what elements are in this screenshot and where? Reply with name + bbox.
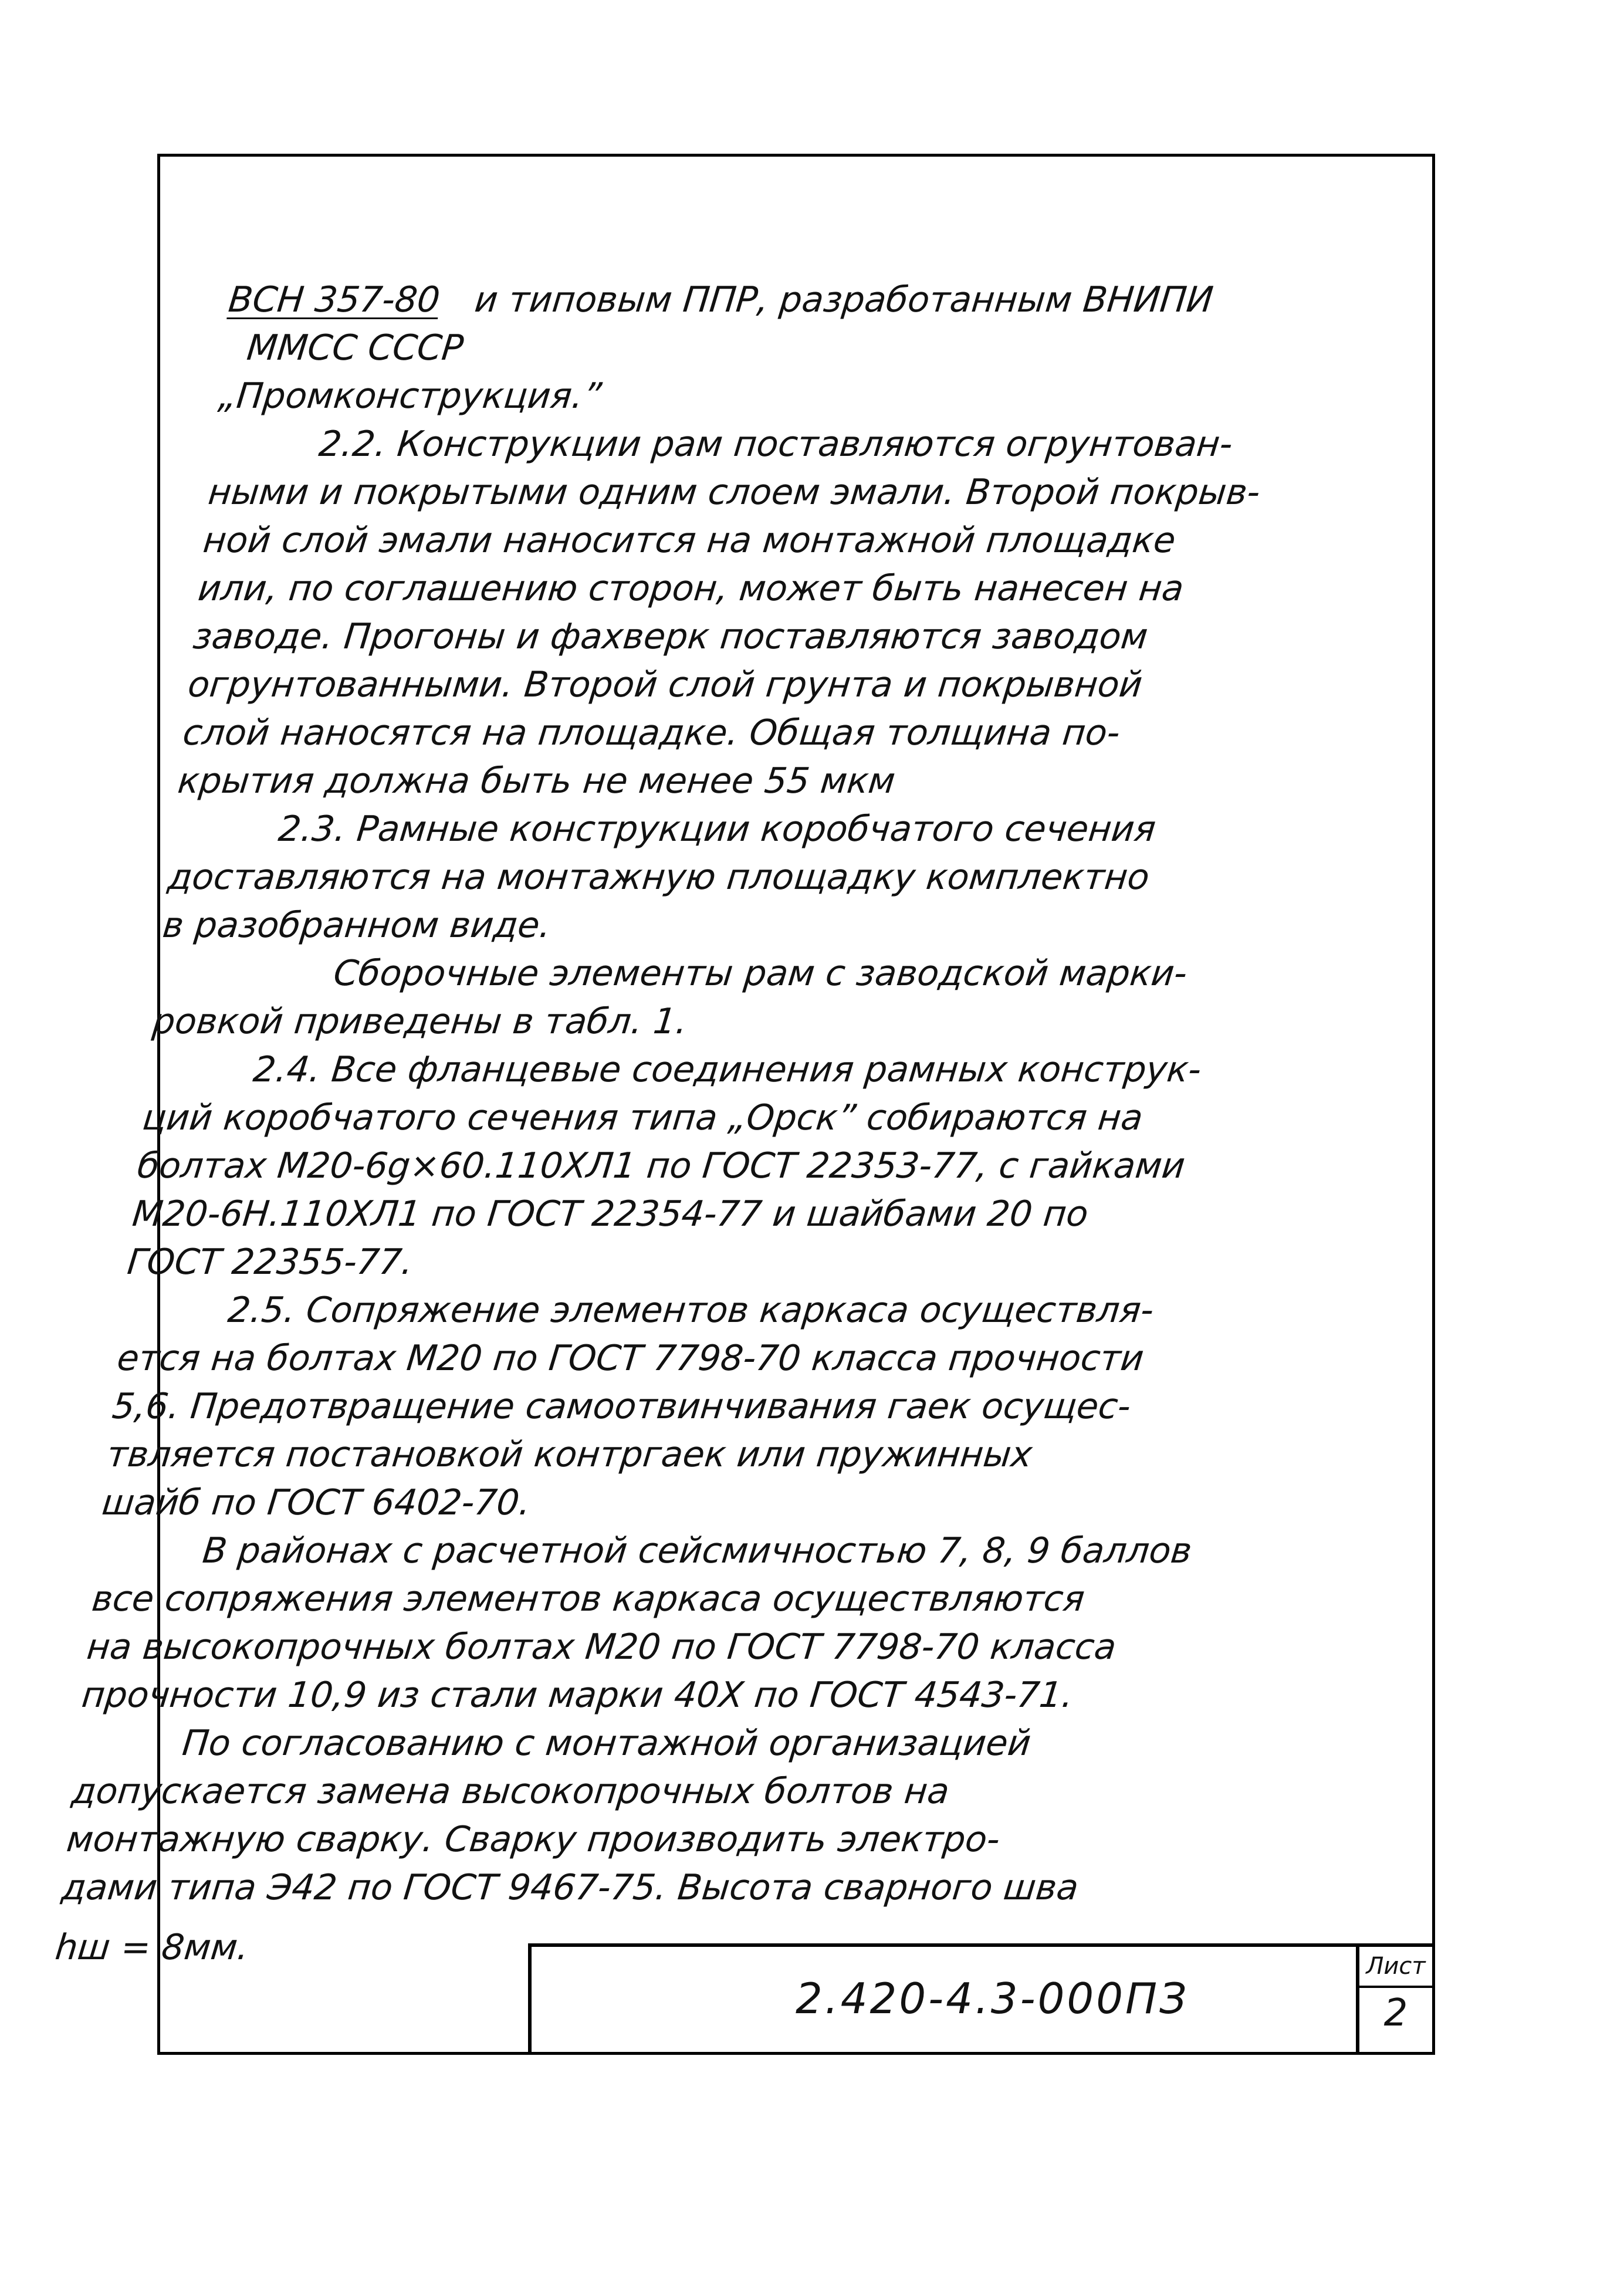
text-line: слой наносятся на площадке. Общая толщина по- [181,712,1122,753]
paragraph-2-5: 2.5. Сопряжение элементов каркаса осуществля- [226,1290,1156,1331]
text-line: ВСН 357-80 и типовым ППР, разработанным ВНИПИ [226,279,1216,320]
sheet-number-cell [1356,1947,1432,2052]
document-code: 2.420-4.3-000ПЗ [796,1974,1189,2023]
text-line: крытия должна быть не менее 55 мкм [175,760,898,802]
text-line: твляется постановкой контргаек или пружинных [105,1434,1034,1475]
text-line: доставляются на монтажную площадку комплектно [165,857,1152,898]
text-line: дами типа Э42 по ГОСТ 9467-75. Высота сварного шва [59,1867,1081,1908]
paragraph-2-4: 2.4. Все фланцевые соединения рамных конструк- [251,1049,1203,1090]
text-line: 5,6. Предотвращение самоотвинчивания гаек осущес- [110,1386,1133,1427]
text-line: на высокопрочных болтах М20 по ГОСТ 7798-70 класса [84,1627,1118,1668]
document-body [53,276,1393,1972]
paragraph-2-2: 2.2. Конструкции рам поставляются огрунтован- [317,424,1235,465]
text-line: допускается замена высокопрочных болтов на [69,1771,952,1812]
text-line: ровкой приведены в табл. 1. [150,1001,689,1042]
text-line: болтах М20-6g×60.110ХЛ1 по ГОСТ 22353-77, с гайками [135,1145,1187,1186]
text-line: ций коробчатого сечения типа „Орск” собираются на [140,1097,1145,1138]
title-block [528,1943,1432,2052]
text-line: hш = 8мм. [53,1927,251,1968]
text-line: заводе. Прогоны и фахверк поставляются заводом [191,616,1150,657]
text-line: ной слой эмали наносится на монтажной площадке [201,520,1178,561]
text-line: М20-6Н.110ХЛ1 по ГОСТ 22354-77 и шайбами 20 по [130,1193,1091,1235]
sheet-number: 2 [1383,1991,1408,2035]
text-line: прочности 10,9 из стали марки 40Х по ГОСТ 4543-71. [80,1675,1075,1716]
text-line: Сборочные элементы рам с заводской марки- [331,953,1189,994]
paragraph-2-3: 2.3. Рамные конструкции коробчатого сечения [276,809,1158,850]
text-line: ММСС СССР [245,327,466,368]
text-line: ГОСТ 22355-77. [125,1242,415,1283]
text-line: „Промконструкция.” [216,376,604,417]
text-line: ными и покрытыми одним слоем эмали. Второй покрыв- [206,472,1263,513]
text-line: шайб по ГОСТ 6402-70. [100,1482,533,1523]
text-line: монтажную сварку. Сварку производить электро- [65,1819,1002,1860]
text-line: все сопряжения элементов каркаса осуществляются [90,1578,1087,1619]
text-line: огрунтованными. Второй слой грунта и покрывной [186,664,1145,705]
text-line: в разобранном виде. [160,905,553,946]
text-line: ется на болтах М20 по ГОСТ 7798-70 класса прочности [115,1338,1146,1379]
paragraph-welding: По согласованию с монтажной организацией [180,1723,1033,1764]
standard-reference: ВСН 357-80 [226,279,442,320]
paragraph-seismic: В районах с расчетной сейсмичностью 7, 8, 9 баллов [200,1530,1194,1571]
text-line: или, по соглашению сторон, может быть нанесен на [196,568,1186,609]
sheet-label: Лист [1359,1947,1432,1988]
